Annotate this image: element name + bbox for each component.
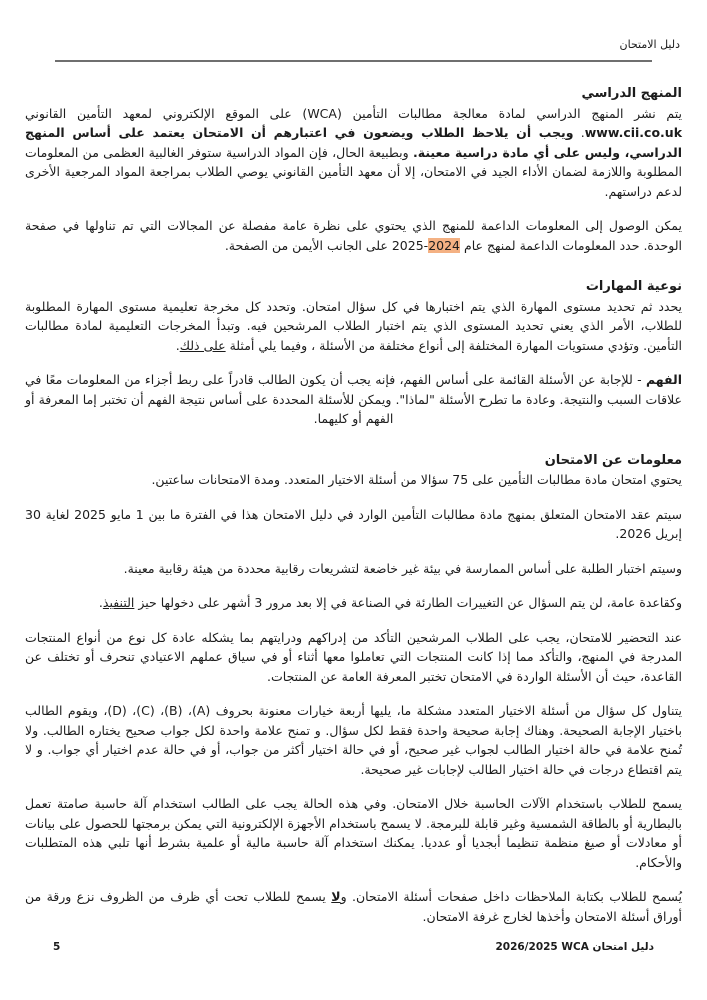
paragraph-comprehension	[25, 370, 682, 429]
paragraph-question-structure: يتناول كل سؤال من أسئلة الاختيار المتعدد مشكلة ما، يليها أربعة خيارات معنونة بحروف (A)، (B)، (C)، (D)، ويقوم الطالب باختيار الإجابة الصحيحة. وهناك إجابة صحيحة واحدة فقط لكل سؤال. و تمنح علامة واحدة لكل جواب صحيح يختاره الطالب. ولا تُمنح علامة في حالة اختيار الطالب لجواب غير صحيح، أو في حالة اختيار أكثر من جواب، أو في حالة عدم اختيار أي جواب. و لا يتم اقتطاع درجات في حالة اختيار الطالب لإجابات غير صحيحة.	[25, 703, 682, 777]
underlined-segment: على ذلك	[179, 337, 226, 353]
paragraph-industry-changes	[25, 593, 682, 613]
text-segment: يُسمح للطلاب بكتابة الملاحظات داخل صفحات أسئلة الامتحان. و	[340, 889, 682, 904]
text-segment: .	[98, 595, 103, 610]
document-body	[25, 76, 682, 941]
paragraph-exam-format: يحتوي امتحان مادة مطالبات التأمين على 75 سؤالا من أسئلة الاختيار المتعدد. ومدة الامتحانات ساعتين.	[151, 472, 682, 487]
section-heading-curriculum: المنهج الدراسي	[581, 86, 682, 101]
text-segment: .	[573, 125, 585, 140]
footer-doc-code: WCA	[561, 941, 589, 953]
text-segment: - للإجابة عن الأسئلة القائمة على أساس الفهم، فإنه يجب أن يكون الطالب قادراً على ربط أجزاء من المعلومات معًا في علاقات السبب والنتيجة. وعادة ما تطرح الأسئلة "لماذا". ويمكن للأسئلة المحددة على أساس نتيجة الفهم أن تختبر إما المعرفة أو الفهم أو كليهما.	[25, 372, 682, 426]
footer-doc-label: دليل امتحان	[592, 941, 654, 953]
text-segment: يمكن الوصول إلى المعلومات الداعمة للمنهج الذي يحتوي على نظرة عامة مفصلة عن المجالات التي تم تناولها في صفحة الوحدة. حدد المعلومات الداعمة لمنهج عام	[25, 218, 682, 253]
bold-note-segment: ويجب أن يلاحظ الطلاب ويضعون في اعتبارهم أن الامتحان يعتمد على أساس المنهج الدراسي، وليس على أي مادة دراسية معينة.	[25, 125, 682, 160]
page-footer	[53, 941, 654, 953]
text-segment: وبطبيعة الحال، فإن المواد الدراسية ستوفر الغالبية العظمى من المعلومات المطلوبة واللازمة لضمان الأداء الجيد في الامتحان، إلا أن معهد التأمين القانوني يوصي الطلاب بمراجعة المواد المرجعية الأخرى لدعم دراستهم.	[25, 144, 682, 199]
highlighted-year-2024: 2024	[428, 237, 460, 253]
text-segment: يحدد ثم تحديد مستوى المهارة الذي يتم اختبارها في كل سؤال امتحان. وتحدد كل مخرجة تعليمية مستوى المهارة المطلوبة للطلاب، الأمر الذي يعني تحديد المستوى الذي يتم اختبار الطلاب المرشحين فيه. وتبدأ المخرجات التعليمية لمادة مطالبات التأمين. وتؤدي مستويات المهارة المختلفة إلى أنواع مختلفة من الأسئلة ، وفيما يلي أمثلة	[25, 298, 682, 353]
text-segment: يتم نشر المنهج الدراسي لمادة معالجة مطالبات التأمين (WCA) على الموقع الإلكتروني لمعهد التأمين القانوني	[25, 105, 682, 121]
underlined-segment: التنفيذ	[102, 595, 135, 610]
header-rule	[55, 60, 652, 62]
paragraph-support-info	[25, 216, 682, 255]
text-segment: -2025 على الجانب الأيمن من الصفحة.	[224, 237, 429, 253]
paragraph-notes-rules	[25, 887, 682, 926]
bold-term-comprehension: الفهم	[645, 372, 682, 387]
running-header: دليل الامتحان	[619, 38, 680, 51]
text-segment: وكقاعدة عامة، لن يتم السؤال عن التغييرات الطارئة في الصناعة في إلا بعد مرور 3 أشهر على دخولها حيز	[134, 595, 682, 610]
paragraph-exam-period: سيتم عقد الامتحان المتعلق بمنهج مادة مطالبات التأمين الوارد في دليل الامتحان هذا في الفترة ما بين 1 مايو 2025 لغاية 30 إبريل 2026.	[25, 506, 683, 541]
section-heading-skill-type: نوعية المهارات	[585, 279, 682, 294]
paragraph-curriculum	[25, 104, 682, 202]
paragraph-skill-levels	[25, 297, 682, 356]
section-heading-exam-info: معلومات عن الامتحان	[544, 452, 682, 468]
underlined-segment: لا	[331, 889, 341, 904]
text-segment: يسمح للطلاب تحت أي ظرف من الظروف نزع ورقة من أوراق أسئلة الامتحان وأخذها لخارج غرفة الامتحان.	[25, 889, 682, 924]
footer-page-number: 5	[53, 941, 61, 953]
footer-doc-years: 2026/2025	[495, 941, 558, 953]
footer-doc-reference	[495, 941, 654, 953]
website-url: www.cii.co.uk	[584, 125, 683, 140]
text-segment: .	[175, 337, 180, 353]
paragraph-practice-basis: وسيتم اختبار الطلبة على أساس الممارسة في بيئة غير خاضعة لتشريعات رقابية محددة من هيئة رقابية معينة.	[123, 560, 682, 576]
paragraph-calculators: يسمح للطلاب باستخدام الآلات الحاسبة خلال الامتحان. وفي هذه الحالة يجب على الطالب استخدام آلة حاسبة صامتة تعمل بالبطارية أو بالطاقة الشمسية وغير قابلة للبرمجة. لا يسمح باستخدام الأجهزة الإلكترونية التي يمكن برمجتها للحصول على بيانات أو معادلات أو صيغ منظمة تنظيما أبجديا أو عدديا. يمكنك استخدام آلة حاسبة مالية أو علمية بشرط أنها تلبي هذه المتطلبات والأحكام.	[25, 796, 682, 870]
paragraph-exam-preparation: عند التحضير للامتحان، يجب على الطلاب المرشحين التأكد من إدراكهم ودرايتهم بما يشكله عادة كل نوع من أنواع المنتجات المدرجة في المنهج، والتأكد مما إذا كانت المنتجات التي تعاملوا معها أثناء أو في سياق عملهم الاعتيادي تنحرف أو تختلف عن القاعدة، حيث أن الأسئلة الواردة في الامتحان تختبر المعرفة العامة عن المنتجات.	[25, 629, 682, 684]
